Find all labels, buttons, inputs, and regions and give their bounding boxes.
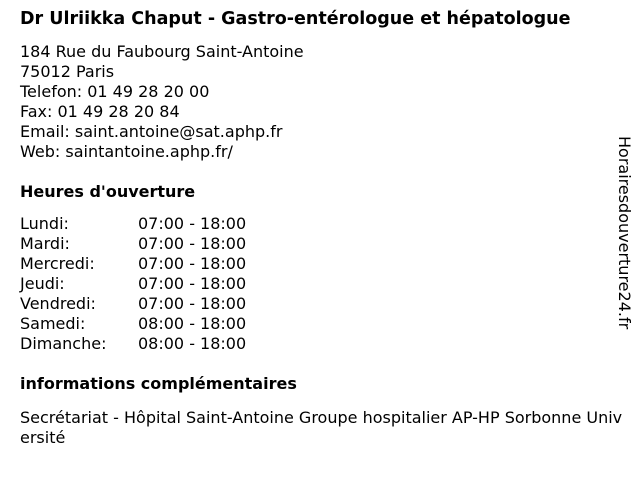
contact-block bbox=[20, 42, 626, 162]
street-address: 184 Rue du Faubourg Saint-Antoine bbox=[20, 42, 304, 61]
page-title: Dr Ulriikka Chaput - Gastro-entérologue et hépatologue bbox=[20, 9, 571, 29]
hours-row-saturday bbox=[20, 314, 626, 334]
hours-time: 07:00 - 18:00 bbox=[138, 294, 247, 313]
hours-time: 08:00 - 18:00 bbox=[138, 334, 247, 353]
hours-day: Jeudi: bbox=[20, 274, 65, 293]
hours-row-thursday bbox=[20, 274, 626, 294]
hours-row-friday bbox=[20, 294, 626, 314]
website-link[interactable]: Web: saintantoine.aphp.fr/ bbox=[20, 142, 233, 161]
email-address[interactable]: Email: saint.antoine@sat.aphp.fr bbox=[20, 122, 283, 141]
doctor-listing bbox=[20, 8, 626, 448]
hours-time: 07:00 - 18:00 bbox=[138, 234, 247, 253]
hours-day: Mercredi: bbox=[20, 254, 95, 273]
opening-hours-table bbox=[20, 214, 626, 354]
phone-number[interactable]: Telefon: 01 49 28 20 00 bbox=[20, 82, 210, 101]
hours-day: Dimanche: bbox=[20, 334, 107, 353]
opening-hours-heading: Heures d'ouverture bbox=[20, 182, 196, 201]
additional-info-text: Secrétariat - Hôpital Saint-Antoine Groupe hospitalier AP-HP Sorbonne Université bbox=[20, 408, 623, 447]
hours-day: Samedi: bbox=[20, 314, 86, 333]
additional-info-heading: informations complémentaires bbox=[20, 374, 297, 393]
hours-day: Mardi: bbox=[20, 234, 70, 253]
city-postcode: 75012 Paris bbox=[20, 62, 115, 81]
brand-watermark: Horairesdouverture24.fr bbox=[615, 136, 634, 330]
hours-row-tuesday bbox=[20, 234, 626, 254]
hours-time: 07:00 - 18:00 bbox=[138, 274, 247, 293]
hours-time: 07:00 - 18:00 bbox=[138, 214, 247, 233]
hours-day: Lundi: bbox=[20, 214, 69, 233]
hours-time: 07:00 - 18:00 bbox=[138, 254, 247, 273]
hours-row-sunday bbox=[20, 334, 626, 354]
hours-day: Vendredi: bbox=[20, 294, 96, 313]
fax-number: Fax: 01 49 28 20 84 bbox=[20, 102, 180, 121]
hours-row-monday bbox=[20, 214, 626, 234]
hours-time: 08:00 - 18:00 bbox=[138, 314, 247, 333]
hours-row-wednesday bbox=[20, 254, 626, 274]
